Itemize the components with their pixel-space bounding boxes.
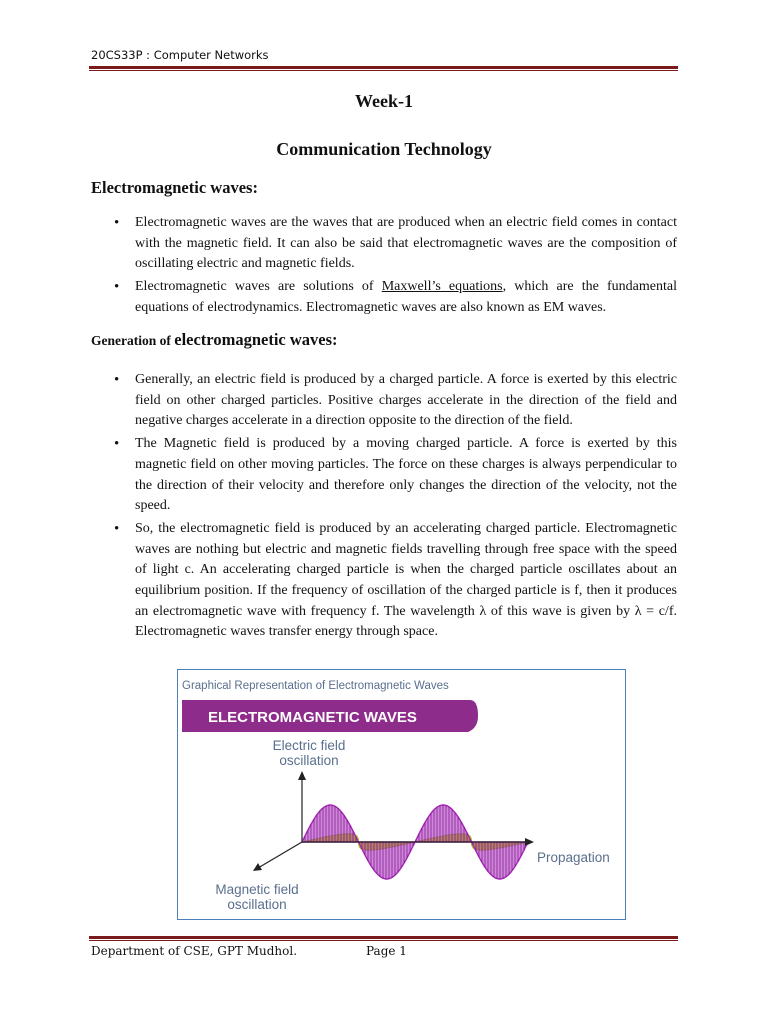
maxwell-equations-link[interactable]: Maxwell’s equations: [381, 279, 503, 295]
em-waves-list: [91, 213, 677, 319]
electric-axis-arrow: [298, 771, 306, 780]
em-wave-figure: [177, 669, 626, 920]
electric-label-line2: oscillation: [279, 753, 339, 768]
propagation-axis-arrow: [525, 838, 534, 846]
figure-caption: Graphical Representation of Electromagnetic Waves: [182, 680, 449, 692]
list-item: [91, 370, 677, 432]
bullet-text: Generally, an electric field is produced by a charged particle. A force is exerted by this electric field on other charged particles. Positive charges accelerate in the direction of the field and negative charges accelerate in a direction opposite to the direction of the field.: [135, 372, 677, 429]
heading-suffix: electromagnetic waves:: [174, 330, 338, 349]
footer-page-number: Page 1: [366, 944, 407, 958]
list-item: [91, 213, 677, 275]
heading-prefix: Generation of: [91, 333, 175, 348]
header-rule: [89, 66, 678, 71]
section-heading-generation: [91, 330, 338, 350]
propagation-label: Propagation: [537, 850, 610, 865]
bullet-text: Electromagnetic waves are the waves that are produced when an electric field comes in contact with the magnetic field. It can also be said that electromagnetic waves are the composition of oscillating electric and magnetic fields.: [135, 215, 677, 272]
week-title: Week-1: [355, 91, 413, 111]
footer-rule: [89, 936, 678, 941]
section-heading-em-waves: Electromagnetic waves:: [91, 178, 258, 197]
magnetic-label-line1: Magnetic field: [215, 882, 299, 897]
generation-list: [91, 370, 677, 643]
running-header: 20CS33P : Computer Networks: [91, 48, 269, 62]
bullet-text-pre: Electromagnetic waves are solutions of: [135, 279, 382, 295]
banner-text: ELECTROMAGNETIC WAVES: [208, 709, 417, 726]
bullet-text: The Magnetic field is produced by a moving charged particle. A force is exerted by this magnetic field on other moving particles. The force on these charges is always perpendicular to the direction of their velocity and therefore only changes the direction of the velocity, not the speed.: [135, 436, 677, 514]
document-title: Communication Technology: [276, 139, 492, 159]
electric-label-line1: Electric field: [272, 738, 346, 753]
list-item: [91, 519, 677, 643]
bullet-text: So, the electromagnetic field is produced by an accelerating charged particle. Electromagnetic waves are nothing but electric and magnetic fields travelling through free space with the speed of light c. An accelerating charged particle is when the charged particle oscillates about an equilibrium position. If the frequency of oscillation of the charged particle is f, then it produces an electromagnetic wave with frequency f. The wavelength λ of this wave is given by λ = c/f. Electromagnetic waves transfer energy through space.: [135, 520, 677, 640]
magnetic-label-line2: oscillation: [227, 897, 287, 912]
list-item: [91, 277, 677, 318]
footer-department: Department of CSE, GPT Mudhol.: [91, 944, 298, 958]
magnetic-axis: [258, 842, 302, 868]
em-wave-diagram: [178, 670, 627, 921]
bullet-text-post: , which are the fundamental equations of electrodynamics. Electromagnetic waves are also known as EM waves.: [135, 279, 677, 315]
list-item: [91, 434, 677, 517]
